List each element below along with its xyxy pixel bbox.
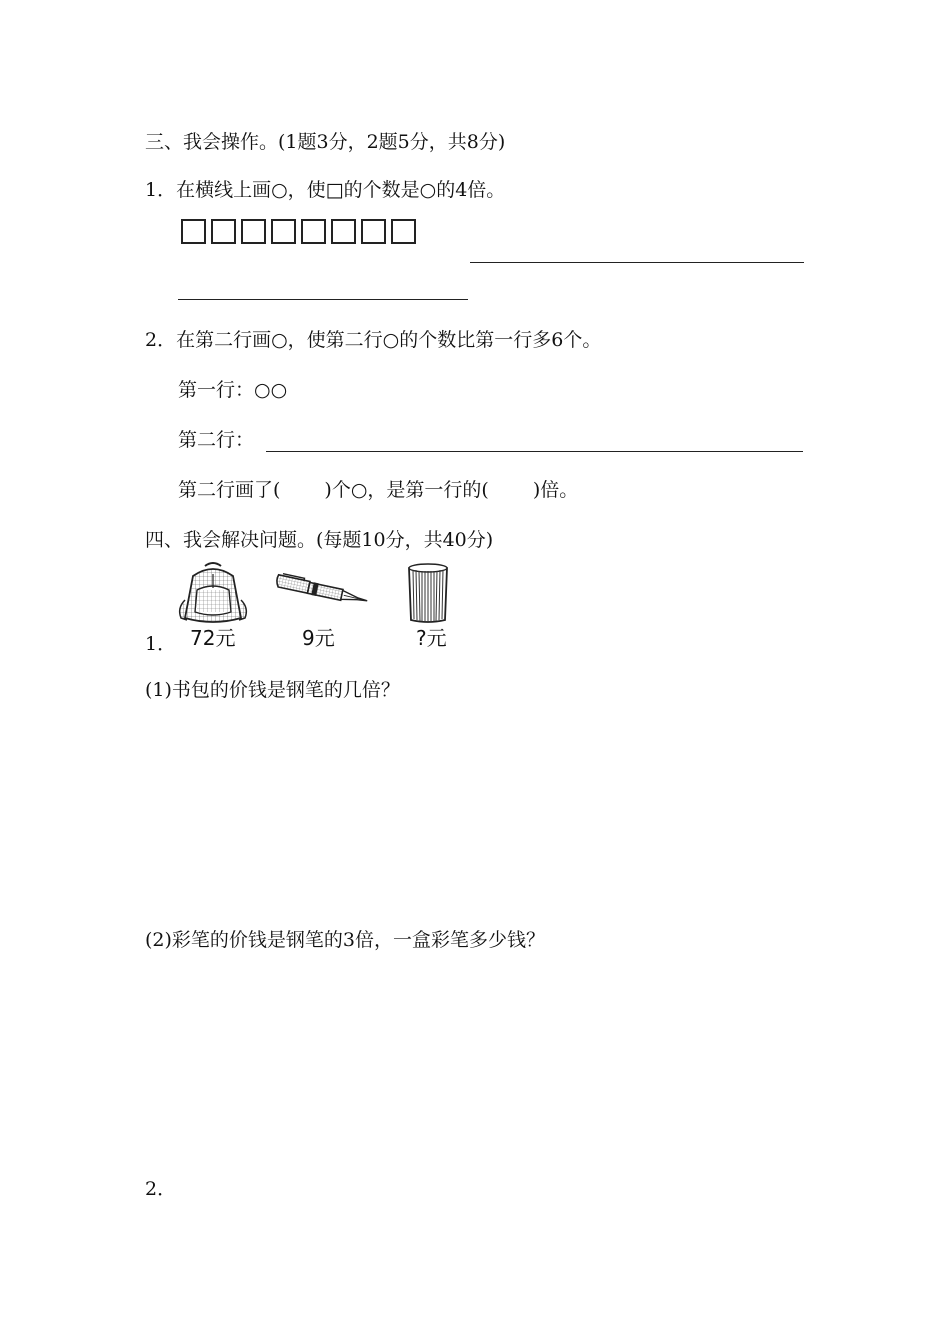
answer-part-1: 第二行画了( [178, 479, 281, 501]
square-6 [331, 219, 356, 244]
answer-part-2: )个○，是第一行的( [324, 479, 489, 501]
square-4 [271, 219, 296, 244]
row-1-circles: ○○ [254, 379, 288, 401]
square-8 [391, 219, 416, 244]
pen-icon [272, 572, 370, 612]
square-2 [211, 219, 236, 244]
section4-heading: 四、我会解决问题。(每题10分，共40分) [145, 529, 494, 551]
square-3 [241, 219, 266, 244]
square-1 [181, 219, 206, 244]
backpack-price: 72元 [190, 626, 236, 650]
sub-question-1: (1)书包的价钱是钢笔的几倍？ [145, 679, 400, 701]
row-2-label: 第二行： [178, 429, 255, 451]
colored-pencils-price: ?元 [416, 626, 447, 650]
square-5 [301, 219, 326, 244]
backpack-icon [175, 560, 251, 626]
section3-heading: 三、我会操作。(1题3分，2题5分，共8分) [145, 131, 506, 153]
sub-question-2: (2)彩笔的价钱是钢笔的3倍，一盒彩笔多少钱？ [145, 929, 546, 951]
question-1-text: 1．在横线上画○，使□的个数是○的4倍。 [145, 179, 506, 201]
question-4-2-number: 2． [145, 1178, 177, 1200]
colored-pencils-icon [405, 562, 451, 624]
answer-line-2[interactable] [266, 451, 803, 452]
square-7 [361, 219, 386, 244]
answer-sentence [178, 477, 578, 503]
answer-line-1b[interactable] [178, 299, 468, 300]
pen-price: 9元 [302, 626, 335, 650]
answer-part-3: )倍。 [532, 479, 579, 501]
row-1-label: 第一行： [178, 379, 255, 401]
square-row [181, 219, 416, 244]
answer-line-1a[interactable] [470, 262, 804, 263]
row-1 [178, 377, 287, 403]
question-2-text: 2．在第二行画○，使第二行○的个数比第一行多6个。 [145, 329, 602, 351]
question-4-1-number: 1． [145, 633, 177, 655]
